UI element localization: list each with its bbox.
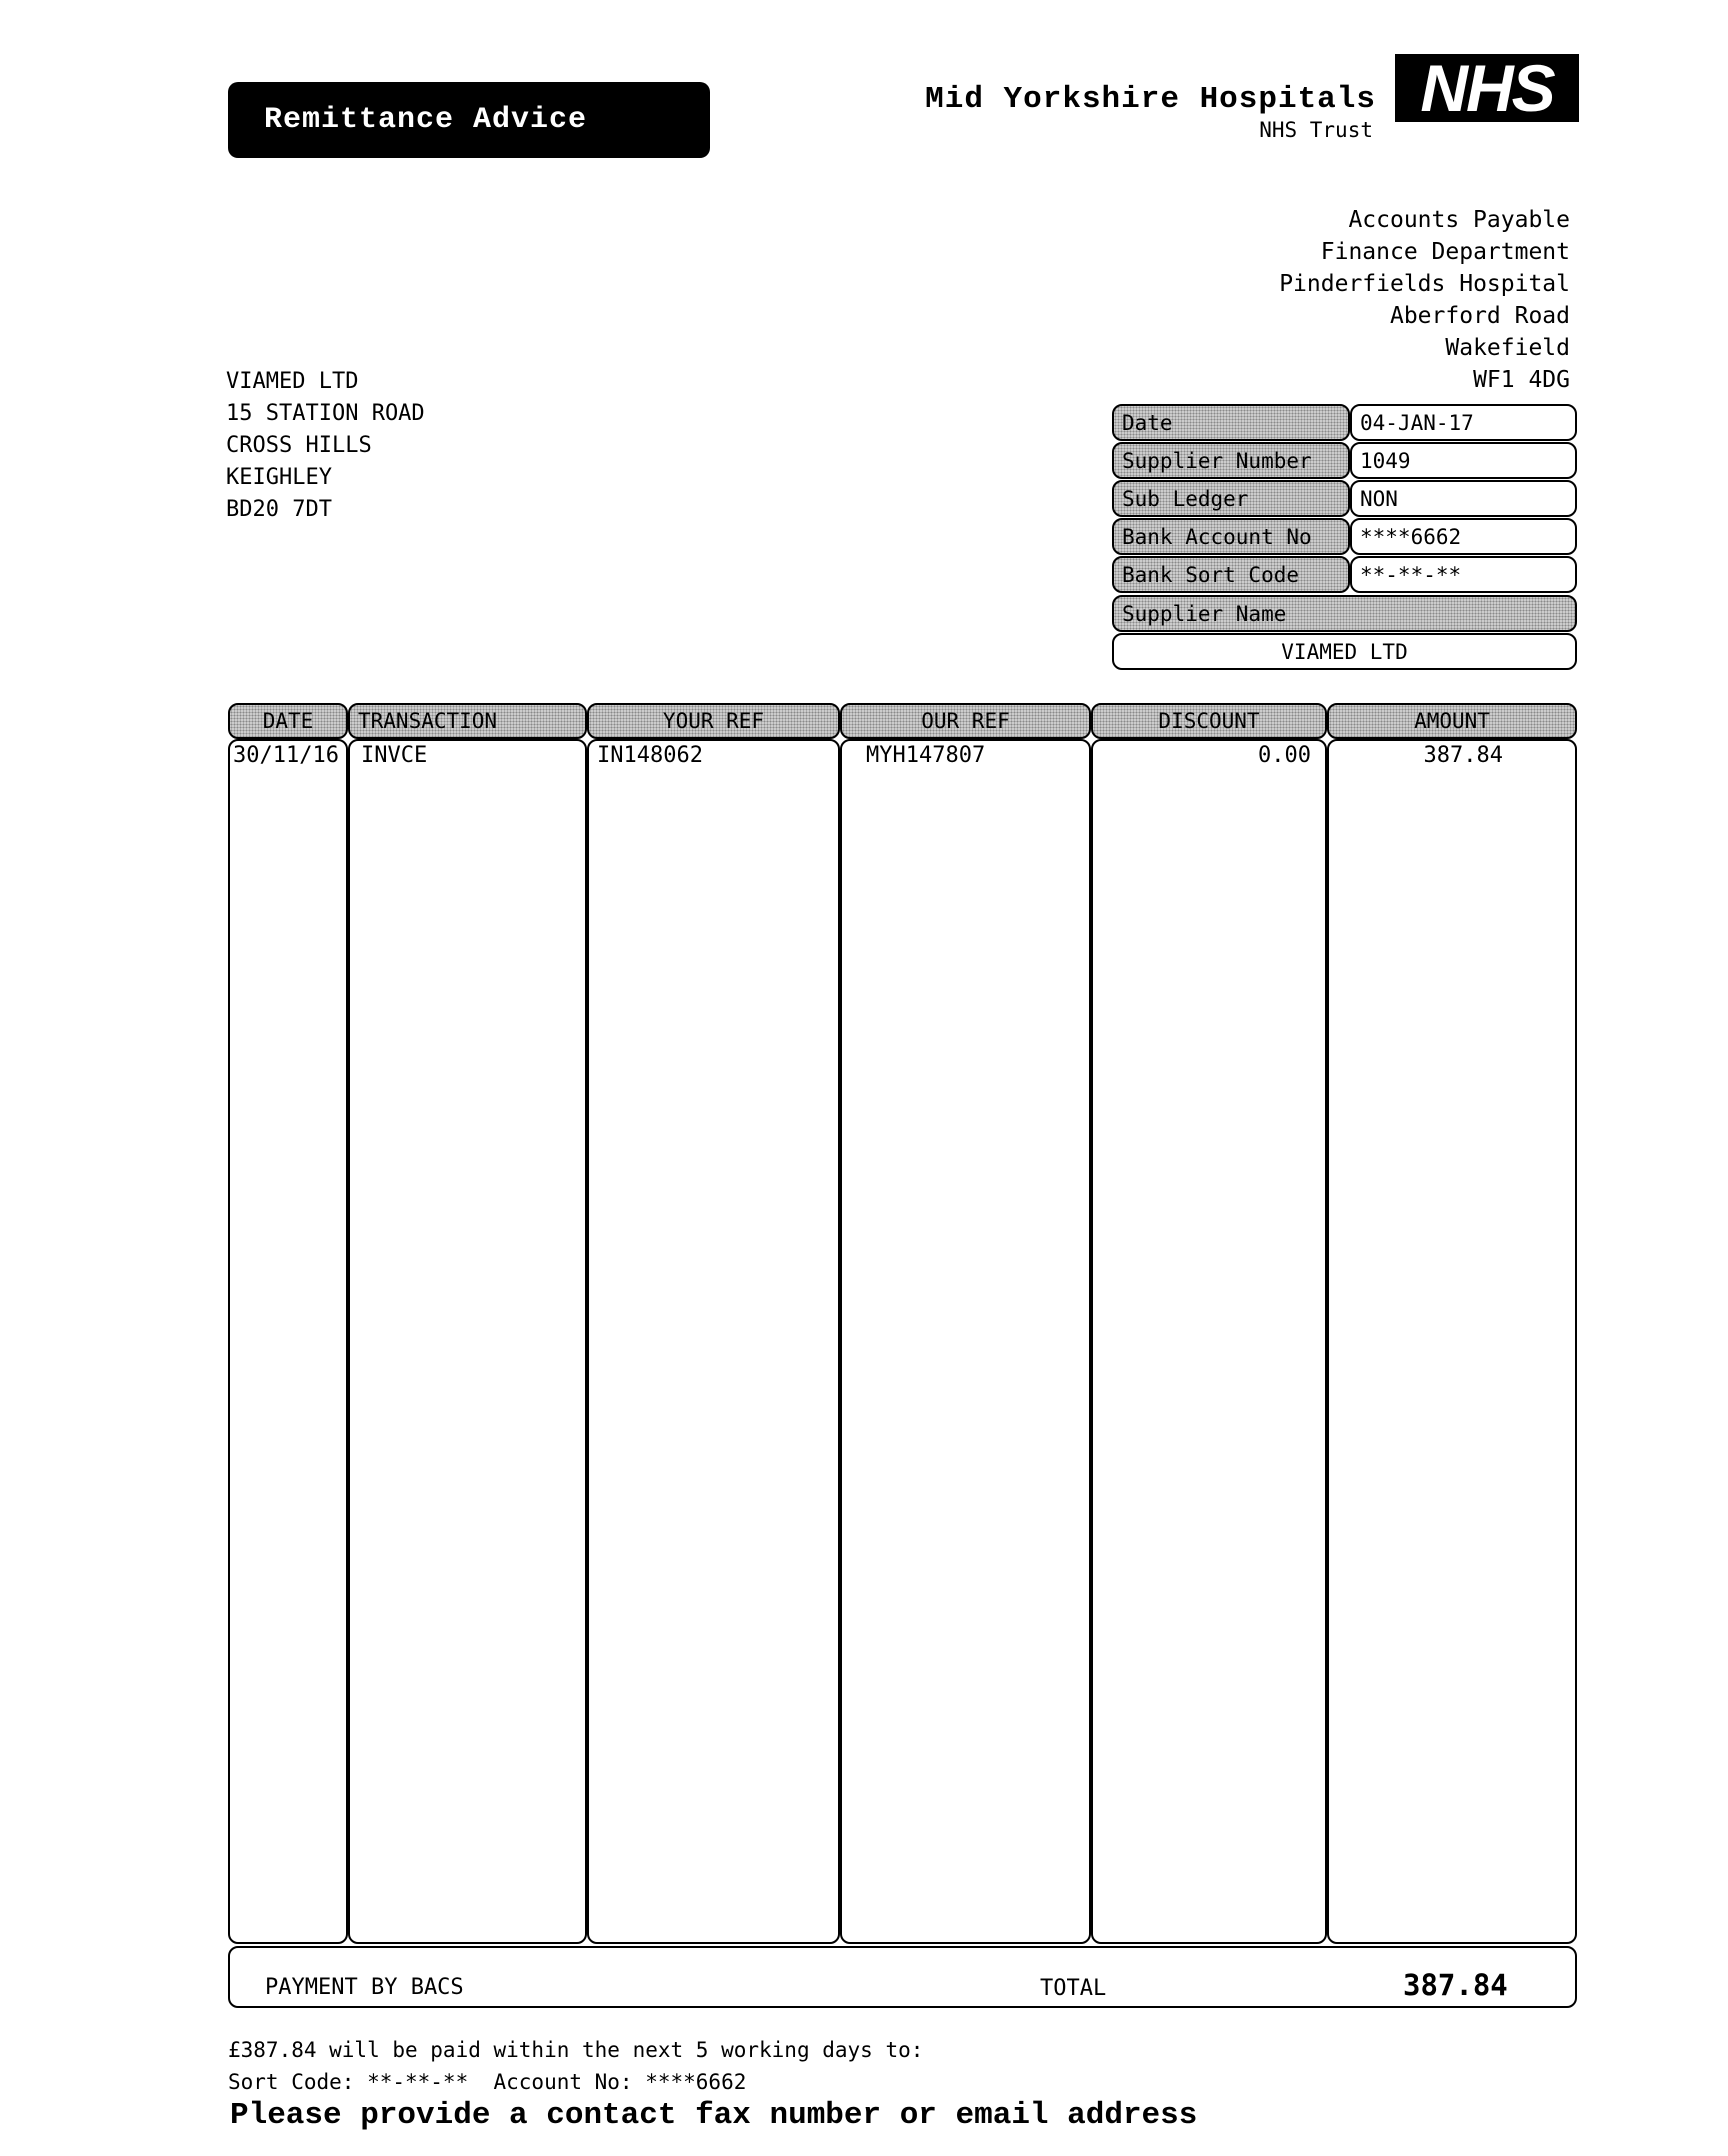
supplier-address-line: VIAMED LTD (226, 369, 359, 394)
row-your-ref: IN148062 (597, 743, 703, 768)
payment-method: PAYMENT BY BACS (265, 1975, 464, 2000)
total-label: TOTAL (1040, 1976, 1107, 2001)
trust-address-line: Accounts Payable (1348, 207, 1570, 233)
column-date (228, 739, 348, 1944)
column-header-transaction: TRANSACTION (348, 703, 587, 739)
supplier-address-line: 15 STATION ROAD (226, 401, 425, 426)
sub-ledger-value: NON (1350, 480, 1577, 517)
document-title-text: Remittance Advice (264, 103, 588, 137)
column-discount (1091, 739, 1327, 1944)
supplier-number-value: 1049 (1350, 442, 1577, 479)
column-amount (1327, 739, 1577, 1944)
date-value: 04-JAN-17 (1350, 404, 1577, 441)
trust-address (1279, 204, 1570, 396)
column-header-our-ref: OUR REF (840, 703, 1091, 739)
supplier-address-line: BD20 7DT (226, 497, 332, 522)
total-amount: 387.84 (1403, 1968, 1508, 2002)
trust-address-line: WF1 4DG (1473, 367, 1570, 393)
trust-address-line: Aberford Road (1389, 303, 1570, 329)
column-header-discount: DISCOUNT (1091, 703, 1327, 739)
bank-account-label: Bank Account No (1112, 518, 1350, 555)
sort-code-label: Bank Sort Code (1112, 556, 1350, 593)
trust-address-line: Finance Department (1320, 239, 1570, 265)
column-header-your-ref: YOUR REF (587, 703, 840, 739)
date-label: Date (1112, 404, 1350, 441)
payment-note-line: £387.84 will be paid within the next 5 working days to: (228, 2038, 924, 2062)
payment-note (228, 2034, 923, 2098)
supplier-address-line: KEIGHLEY (226, 465, 332, 490)
row-date: 30/11/16 (233, 743, 339, 768)
row-amount: 387.84 (1423, 743, 1503, 768)
row-transaction: INVCE (361, 743, 428, 768)
bank-account-value: ****6662 (1350, 518, 1577, 555)
column-header-amount: AMOUNT (1327, 703, 1577, 739)
sort-code-value: **-**-** (1350, 556, 1577, 593)
row-discount: 0.00 (1258, 743, 1311, 768)
supplier-address-line: CROSS HILLS (226, 433, 372, 458)
column-your-ref (587, 739, 840, 1944)
sub-ledger-label: Sub Ledger (1112, 480, 1350, 517)
trust-name: Mid Yorkshire Hospitals (925, 82, 1376, 117)
column-our-ref (840, 739, 1091, 1944)
supplier-address (226, 366, 425, 526)
trust-subtitle: NHS Trust (1259, 118, 1373, 142)
column-transaction (348, 739, 587, 1944)
contact-note: Please provide a contact fax number or email address (230, 2098, 1198, 2133)
trust-address-line: Pinderfields Hospital (1279, 271, 1570, 297)
document-title (228, 82, 710, 158)
nhs-logo: NHS (1395, 54, 1579, 122)
row-our-ref: MYH147807 (866, 743, 986, 768)
column-header-date: DATE (228, 703, 348, 739)
supplier-number-label: Supplier Number (1112, 442, 1350, 479)
trust-address-line: Wakefield (1445, 335, 1570, 361)
supplier-name-label: Supplier Name (1112, 595, 1577, 632)
payment-note-line: Sort Code: **-**-** Account No: ****6662 (228, 2070, 747, 2094)
supplier-name-value: VIAMED LTD (1112, 633, 1577, 670)
